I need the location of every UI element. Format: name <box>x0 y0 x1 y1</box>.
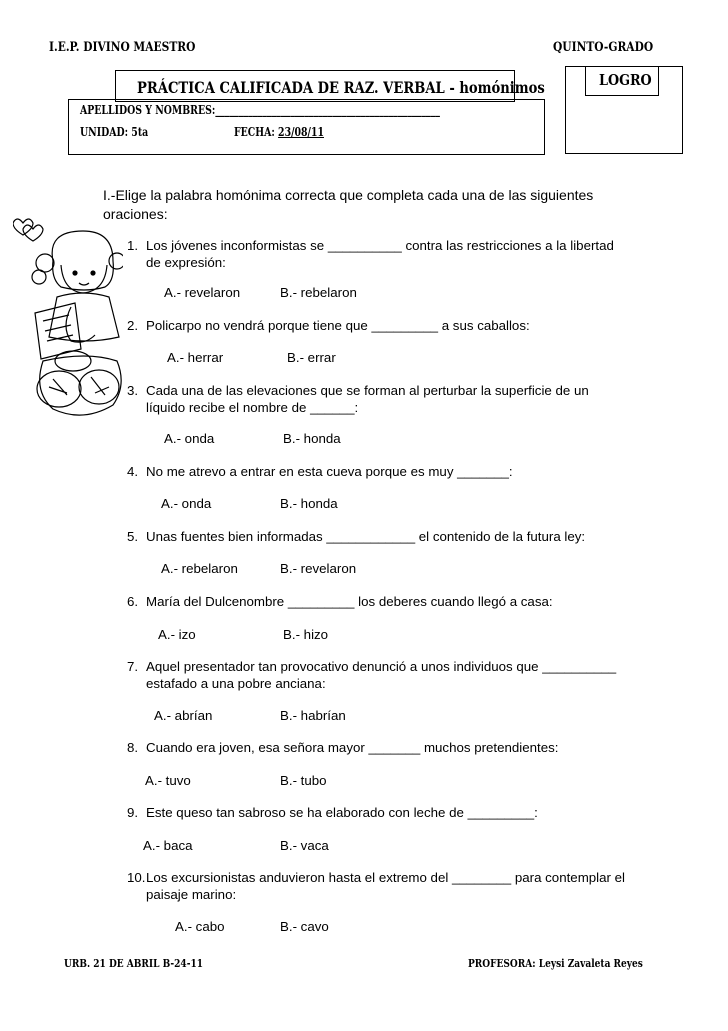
question-text: Cada una de las elevaciones que se forman al perturbar la superficie de un líquido recibe el nombre de ______: <box>146 383 589 415</box>
question-number: 4. <box>127 464 139 479</box>
option-b: B.- tubo <box>280 773 327 788</box>
question-number: 9. <box>127 805 139 820</box>
question-text: Cuando era joven, esa señora mayor _______ muchos pretendientes: <box>146 740 559 755</box>
question-text: Los jóvenes inconformistas se __________ contra las restricciones a la libertad de expresión: <box>146 238 614 270</box>
question-number: 8. <box>127 740 139 755</box>
option-a: A.- onda <box>164 431 215 446</box>
instruction-text: I.-Elige la palabra homónima correcta que completa cada una de las siguientes oraciones: <box>103 187 594 222</box>
question-text: Este queso tan sabroso se ha elaborado con leche de _________: <box>146 805 538 820</box>
question-4 <box>127 463 627 480</box>
question-number: 3. <box>127 383 139 398</box>
grade-label: QUINTO-GRADO <box>553 40 654 55</box>
question-2 <box>127 317 627 334</box>
option-b: B.- vaca <box>280 838 329 853</box>
option-a: A.- izo <box>158 627 196 642</box>
option-b: B.- hizo <box>283 627 329 642</box>
option-b: B.- cavo <box>280 919 329 934</box>
option-b: B.- habrían <box>280 708 346 723</box>
question-10 <box>127 869 627 903</box>
option-b: B.- revelaron <box>280 561 357 576</box>
option-a: A.- abrían <box>154 708 213 723</box>
logro-label: LOGRO <box>599 71 652 89</box>
question-text: Los excursionistas anduvieron hasta el extremo del ________ para contemplar el paisaje marino: <box>146 870 625 902</box>
question-text: Aquel presentador tan provocativo denunció a unos individuos que __________ estafado a una pobre anciana: <box>146 659 617 691</box>
option-b: B.- rebelaron <box>280 285 357 300</box>
option-b: B.- errar <box>287 350 336 365</box>
option-a: A.- revelaron <box>164 285 241 300</box>
footer-teacher: PROFESORA: Leysi Zavaleta Reyes <box>468 957 643 970</box>
option-a: A.- baca <box>143 838 193 853</box>
question-text: No me atrevo a entrar en esta cueva porque es muy _______: <box>146 464 513 479</box>
fecha-label-text: FECHA: <box>234 125 279 139</box>
question-6 <box>127 593 627 610</box>
question-text: Policarpo no vendrá porque tiene que _________ a sus caballos: <box>146 318 530 333</box>
question-number: 6. <box>127 594 139 609</box>
option-b: B.- honda <box>280 496 338 511</box>
question-number: 10. <box>127 870 146 885</box>
footer-address: URB. 21 DE ABRIL B-24-11 <box>64 957 204 970</box>
school-name: I.E.P. DIVINO MAESTRO <box>49 40 196 55</box>
question-number: 5. <box>127 529 139 544</box>
question-3 <box>127 382 627 416</box>
fecha-value: 23/08/11 <box>278 125 324 139</box>
fecha-label <box>234 125 324 139</box>
question-number: 1. <box>127 238 139 253</box>
question-5 <box>127 528 627 545</box>
unidad-label: UNIDAD: 5ta <box>80 125 149 139</box>
option-a: A.- onda <box>161 496 212 511</box>
option-a: A.- tuvo <box>145 773 191 788</box>
option-b: B.- honda <box>283 431 341 446</box>
question-text: María del Dulcenombre _________ los deberes cuando llegó a casa: <box>146 594 553 609</box>
page-title: PRÁCTICA CALIFICADA DE RAZ. VERBAL - homónimos <box>137 78 545 97</box>
question-number: 7. <box>127 659 139 674</box>
question-9 <box>127 804 627 821</box>
option-a: A.- cabo <box>175 919 225 934</box>
names-field-label: APELLIDOS Y NOMBRES:________________________________________________ <box>80 103 440 117</box>
option-a: A.- herrar <box>167 350 224 365</box>
question-number: 2. <box>127 318 139 333</box>
option-a: A.- rebelaron <box>161 561 238 576</box>
question-7 <box>127 658 627 692</box>
question-8 <box>127 739 627 756</box>
question-text: Unas fuentes bien informadas ____________ el contenido de la futura ley: <box>146 529 586 544</box>
girl-reading-illustration <box>13 211 123 436</box>
question-1 <box>127 237 627 271</box>
